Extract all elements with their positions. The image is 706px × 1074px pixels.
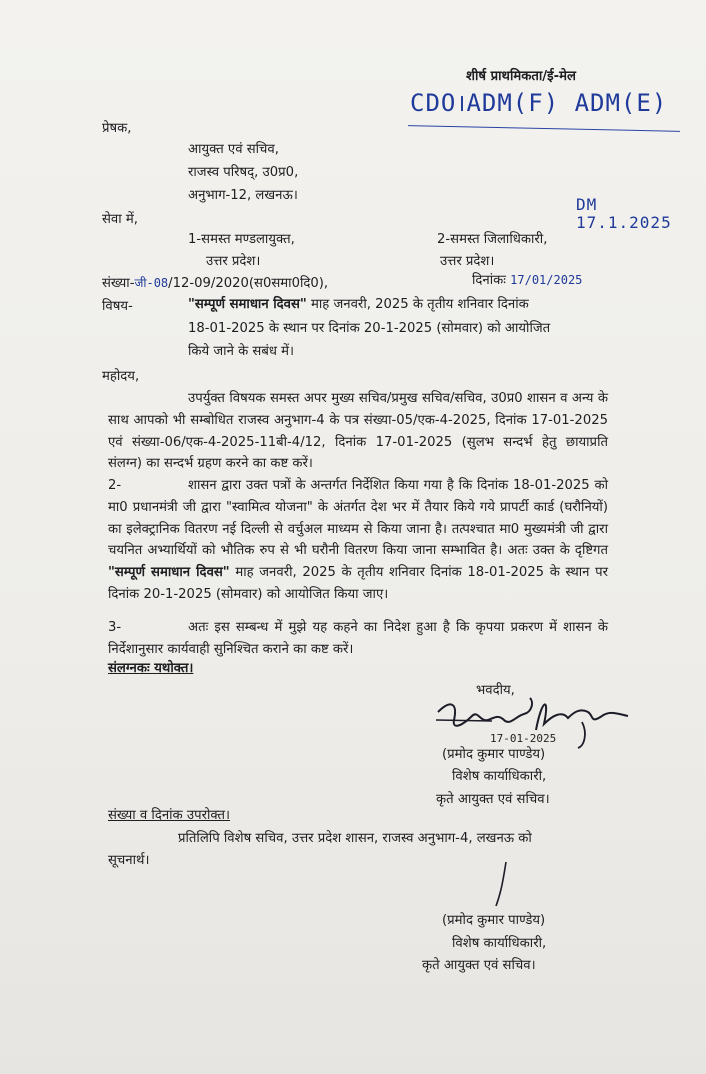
subject-line: 18-01-2025 के स्थान पर दिनांक 20-1-2025 (सोमवार) को आयोजित	[188, 321, 551, 336]
closing: भवदीय,	[476, 683, 515, 698]
date-label: दिनांकः	[472, 273, 506, 288]
signatory-on-behalf: कृते आयुक्त एवं सचिव।	[436, 792, 550, 807]
signatory-designation: विशेष कार्याधिकारी,	[452, 769, 547, 784]
body-paragraph-1: उपर्युक्त विषयक समस्त अपर मुख्य सचिव/प्रमुख सचिव/सचिव, उ0प्र0 शासन व अन्य के साथ आपको भी सम्बोधित राजस्व अनुभाग-4 के पत्र संख्या-05/एक-4-2025, दिनांक 17-01-2025 एवं संख्या-06/एक-4-2025-11बी-4/12, दिनांक 17-01-2025 (सुलभ सन्दर्भ हेतु छायाप्रति संलग्न) का सन्दर्भ ग्रहण करने का कष्ट करें।	[108, 391, 608, 472]
reference-date	[472, 270, 582, 291]
reference-number	[102, 273, 328, 294]
subject-title: "सम्पूर्ण समाधान दिवस"	[188, 297, 307, 312]
salutation: महोदय,	[102, 369, 140, 384]
sender-line: अनुभाग-12, लखनऊ।	[188, 188, 298, 203]
signatory-2-name: (प्रमोद कुमार पाण्डेय)	[442, 913, 546, 928]
priority-label: शीर्ष प्राथमिकता/ई-मेल	[466, 69, 576, 84]
recipient-right-line: 2-समस्त जिलाधिकारी,	[437, 232, 548, 247]
paragraph-number: 3-	[108, 620, 122, 635]
sender-line: आयुक्त एवं सचिव,	[188, 142, 279, 157]
recipient-left-line: उत्तर प्रदेश।	[206, 254, 261, 269]
subject-line: "सम्पूर्ण समाधान दिवस" माह जनवरी, 2025 के तृतीय शनिवार दिनांक	[188, 297, 529, 312]
sender-line: राजस्व परिषद्, उ0प्र0,	[188, 165, 299, 180]
handwritten-underline	[408, 125, 680, 132]
date-handwritten: 17/01/2025	[510, 273, 583, 287]
body-paragraph-3: अतः इस सम्बन्ध में मुझे यह कहने का निदेश हुआ है कि कृपया प्रकरण में शासन के निर्देशानुसार कार्यवाही सुनिश्चित कराने का कष्ट करें।	[108, 620, 608, 657]
recipient-left-line: 1-समस्त मण्डलायुक्त,	[188, 232, 295, 247]
paragraph-number: 2-	[108, 478, 122, 493]
subject-line: किये जाने के सबंध में।	[188, 344, 295, 359]
copy-heading: संख्या व दिनांक उपरोक्त।	[108, 808, 230, 823]
signature-stroke-mark	[488, 860, 518, 910]
sender-label: प्रेषक,	[102, 121, 132, 136]
handwritten-dm-note: DM 17.1.2025	[576, 195, 672, 232]
body-paragraph-2: शासन द्वारा उक्त पत्रों के अन्तर्गत निर्देशित किया गया है कि दिनांक 18-01-2025 को मा0 प्रधानमंत्री जी द्वारा "स्वामित्व योजना" के अंतर्गत देश भर में तैयार किये गये प्रापर्टी कार्ड (घरौनियों) का इलेक्ट्रानिक वितरण नई दिल्ली से वर्चुअल माध्यम से किया जाना है। तत्पश्चात मा0 मुख्यमंत्री जी द्वारा चयनित अभ्यार्थियों को भौतिक रुप से भी घरौनी वितरण किया जाना सम्भावित है। अतः उक्त के दृष्टिगत "सम्पूर्ण समाधान दिवस" माह जनवरी, 2025 के तृतीय शनिवार दिनांक 18-01-2025 के स्थान पर दिनांक 20-1-2025 (सोमवार) को आयोजित किया जाए।	[108, 478, 608, 602]
recipient-label: सेवा में,	[102, 212, 138, 227]
number-rest: /12-09/2020(स0समा0दि0),	[168, 276, 329, 291]
handwritten-routing-note: CDO।ADM(F) ADM(E)	[410, 89, 668, 117]
copy-text: प्रतिलिपि विशेष सचिव, उत्तर प्रदेश शासन, राजस्व अनुभाग-4, लखनऊ को	[178, 831, 532, 846]
signatory-name: (प्रमोद कुमार पाण्डेय)	[442, 747, 546, 762]
copy-text: सूचनार्थ।	[108, 853, 150, 868]
signatory-2-designation: विशेष कार्याधिकारी,	[452, 936, 547, 951]
number-label: संख्या-	[102, 276, 135, 291]
signatory-2-on-behalf: कृते आयुक्त एवं सचिव।	[422, 958, 536, 973]
signature-stroke	[488, 860, 518, 910]
enclosure-note: संलग्नकः यथोक्त।	[108, 661, 194, 676]
subject-label: विषय-	[102, 299, 133, 314]
recipient-right-line: उत्तर प्रदेश।	[440, 254, 495, 269]
signature-date: 17-01-2025	[490, 732, 557, 745]
number-handwritten: जी-08	[134, 276, 169, 290]
